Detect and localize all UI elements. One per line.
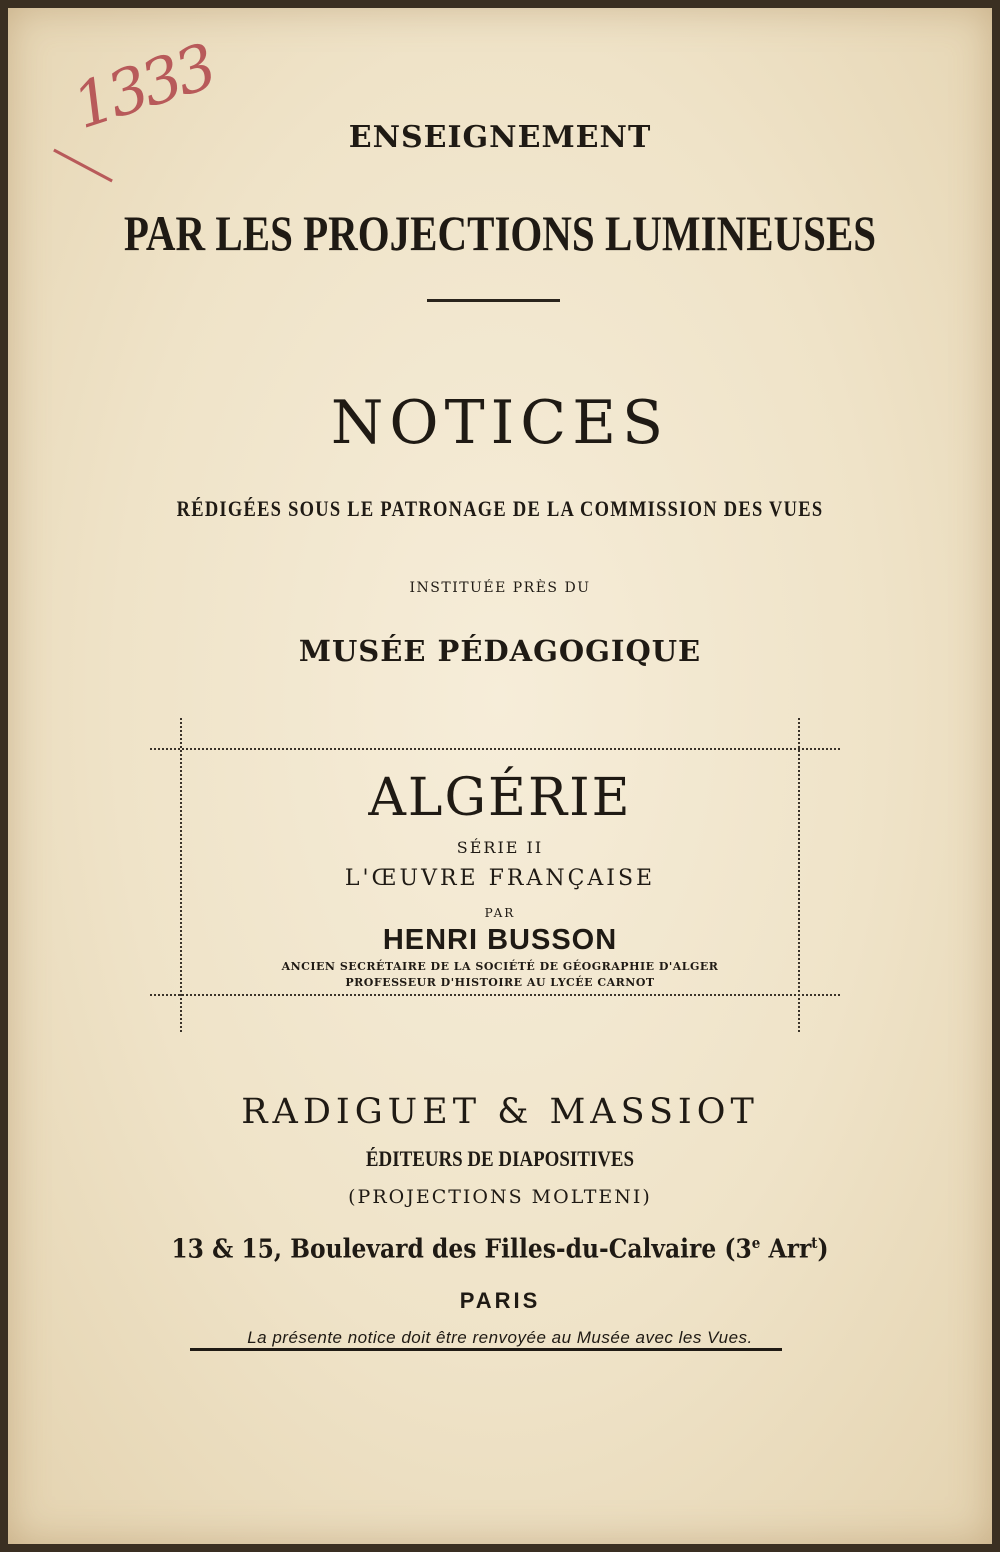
header-rule <box>427 299 560 302</box>
museum-name: MUSÉE PÉDAGOGIQUE <box>298 634 702 668</box>
address-main: 13 & 15, Boulevard des Filles-du-Calvaire (3 <box>171 1234 752 1265</box>
series-subtitle: L'ŒUVRE FRANÇAISE <box>344 866 656 891</box>
series-by: PAR <box>484 906 516 920</box>
return-notice: La présente notice doit être renvoyée au Musée avec les Vues. <box>247 1328 753 1347</box>
frame-bottom-border <box>150 994 840 1000</box>
bottom-rule <box>190 1348 782 1351</box>
author-role-1: ANCIEN SECRÉTAIRE DE LA SOCIÉTÉ DE GÉOGRAPHIE D'ALGER <box>281 960 719 973</box>
handwritten-annotation <box>58 29 222 176</box>
header-line-1: ENSEIGNEMENT <box>348 120 652 155</box>
publisher-city: PARIS <box>459 1288 541 1313</box>
notices-title: NOTICES <box>330 388 670 458</box>
address-end: ) <box>817 1234 829 1265</box>
address-sup-1: e <box>751 1234 761 1252</box>
address-mid: Arr <box>760 1234 812 1265</box>
publisher-name: RADIGUET & MASSIOT <box>241 1092 759 1132</box>
series-number: SÉRIE II <box>456 838 544 857</box>
notices-instituted: INSTITUÉE PRÈS DU <box>409 580 591 596</box>
author-role-2: PROFESSEUR D'HISTOIRE AU LYCÉE CARNOT <box>345 976 655 989</box>
frame-top-border <box>150 748 840 754</box>
author-name: HENRI BUSSON <box>382 924 618 956</box>
header-line-2: PAR LES PROJECTIONS LUMINEUSES <box>123 205 877 261</box>
document-page <box>8 8 992 1544</box>
publisher-address <box>57 1234 943 1265</box>
publisher-note: (PROJECTIONS MOLTENI) <box>348 1186 652 1208</box>
notices-subtitle: RÉDIGÉES SOUS LE PATRONAGE DE LA COMMISSION DES VUES <box>176 496 824 521</box>
publisher-role: ÉDITEURS DE DIAPOSITIVES <box>365 1146 635 1171</box>
handwritten-number: 1333 <box>64 29 222 144</box>
series-title: ALGÉRIE <box>368 768 632 828</box>
address-sup-2: t <box>811 1234 818 1252</box>
